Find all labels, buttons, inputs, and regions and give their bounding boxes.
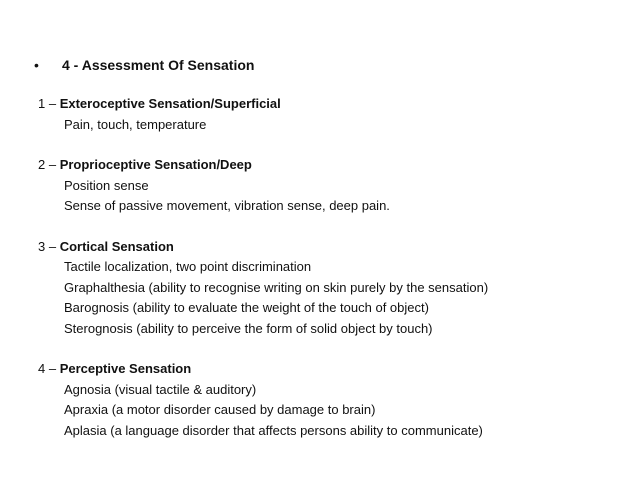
list-item: Agnosia (visual tactile & auditory) <box>64 381 257 397</box>
section-number: 3 – <box>38 238 60 254</box>
list-item: Apraxia (a motor disorder caused by damage to brain) <box>64 402 376 417</box>
section-title <box>38 359 628 380</box>
section-number: 4 – <box>38 361 60 376</box>
bullet-icon: • <box>34 57 39 73</box>
list-item: Position sense <box>64 177 149 193</box>
section-perceptive <box>38 359 628 441</box>
section-number: 2 – <box>38 157 60 172</box>
section-title <box>38 155 628 176</box>
list-item: Pain, touch, temperature <box>64 116 207 132</box>
list-item: Aplasia (a language disorder that affects persons ability to communicate) <box>64 422 483 438</box>
list-item: Graphalthesia (ability to recognise writing on skin purely by the sensation) <box>64 279 489 295</box>
section-exteroceptive <box>38 94 628 135</box>
section-name: Exteroceptive Sensation/Superficial <box>59 96 281 111</box>
section-name: Perceptive Sensation <box>59 361 192 376</box>
slide-heading <box>34 56 254 74</box>
section-cortical <box>38 237 628 340</box>
section-title <box>38 237 628 258</box>
slide-content <box>38 94 628 461</box>
section-proprioceptive <box>38 155 628 217</box>
list-item: Barognosis (ability to evaluate the weight of the touch of object) <box>64 300 429 315</box>
list-item: Tactile localization, two point discrimination <box>64 259 312 274</box>
section-name: Cortical Sensation <box>59 238 174 254</box>
list-item: Sterognosis (ability to perceive the form of solid object by touch) <box>64 320 433 336</box>
section-title <box>38 94 628 115</box>
section-number: 1 – <box>38 96 60 111</box>
section-name: Proprioceptive Sensation/Deep <box>59 157 252 172</box>
heading-title: 4 - Assessment Of Sensation <box>62 57 255 73</box>
list-item: Sense of passive movement, vibration sense, deep pain. <box>64 198 390 213</box>
